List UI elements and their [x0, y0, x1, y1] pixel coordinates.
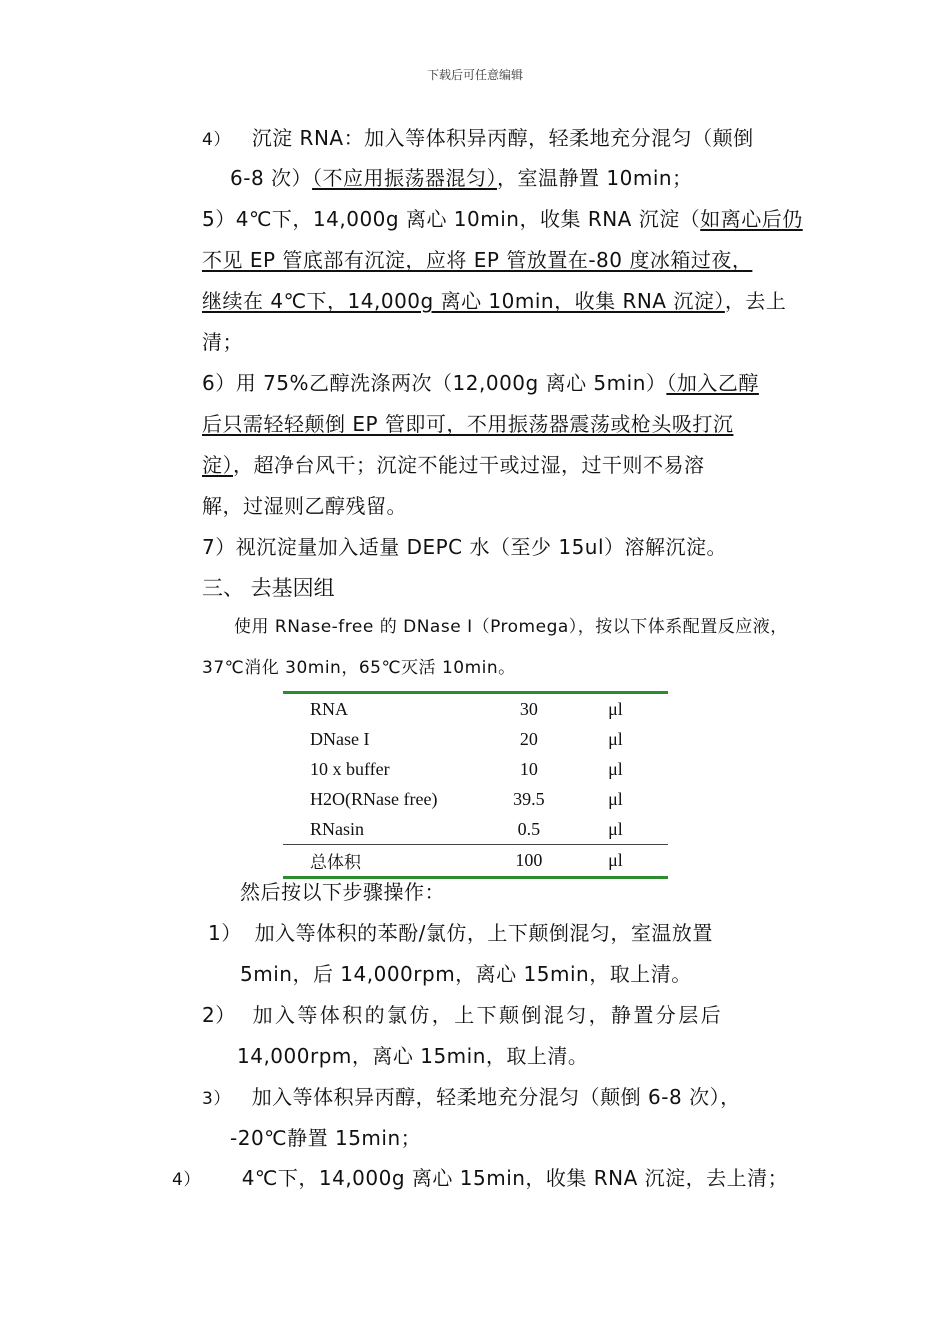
proc2-number: 2） [202, 1003, 236, 1027]
step5-note-2: 不见 EP 管底部有沉淀，应将 EP 管放置在-80 度冰箱过夜， [202, 248, 753, 272]
step6-note-2: 后只需轻轻颠倒 EP 管即可，不用振荡器震荡或枪头吸打沉 [202, 412, 734, 436]
reagent-volume: 30 [495, 693, 563, 725]
step5-text-2: ，去上 [724, 289, 787, 313]
proc3-number: 3） [202, 1089, 231, 1109]
table-row [283, 724, 668, 754]
step5-line2 [202, 248, 752, 272]
proc1-line1 [208, 921, 713, 945]
step4-text-3: ，室温静置 10min； [497, 166, 693, 190]
reagent-unit: μl [608, 758, 623, 779]
proc2-line2: 14,000rpm，离心 15min，取上清。 [237, 1044, 589, 1068]
step4-line2 [230, 166, 693, 190]
total-unit: μl [563, 845, 668, 878]
step4-line1 [202, 126, 754, 152]
step5-note-3: 继续在 4℃下，14,000g 离心 10min，收集 RNA 沉淀） [202, 289, 725, 313]
table-row [283, 693, 668, 725]
page-header: 下载后可任意编辑 [426, 68, 523, 82]
intro-line1: 使用 RNase-free 的 DNase Ⅰ（Promega），按以下体系配置反应液， [234, 617, 788, 637]
step5-line3 [202, 289, 786, 313]
reagent-volume: 10 [519, 758, 538, 779]
section-title: 三、 去基因组 [202, 576, 335, 600]
step5-line1 [202, 207, 803, 231]
step4-text-1: 沉淀 RNA：加入等体积异丙醇，轻柔地充分混匀（颠倒 [251, 126, 754, 150]
step6-note-1: （加入乙醇 [666, 371, 759, 395]
total-label: 总体积 [283, 845, 495, 878]
proc2-text-1: 加入等体积的氯仿，上下颠倒混匀，静置分层后 [252, 1003, 723, 1027]
step5-line4: 清； [202, 330, 243, 354]
reagent-unit: μl [608, 818, 623, 839]
intro-line2: 37℃消化 30min，65℃灭活 10min。 [202, 658, 516, 678]
step6-line2 [202, 412, 733, 436]
proc1-number: 1） [208, 921, 242, 945]
table-total-row [283, 845, 668, 878]
proc1-line2: 5min，后 14,000rpm，离心 15min，取上清。 [240, 962, 692, 986]
reagent-volume: 20 [519, 728, 538, 749]
reagent-name: 10 x buffer [310, 758, 390, 779]
reagent-unit: μl [608, 728, 623, 749]
reagent-volume: 39.5 [513, 788, 545, 809]
proc3-text-1: 加入等体积异丙醇，轻柔地充分混匀（颠倒 6-8 次）， [251, 1085, 741, 1109]
step5-note-1: 如离心后仍 [700, 207, 803, 231]
proc4-text: 4℃下，14,000g 离心 15min，收集 RNA 沉淀，去上清； [241, 1166, 789, 1190]
step6-note-3: 淀） [202, 453, 233, 477]
reagent-unit: μl [563, 693, 668, 725]
reagent-unit: μl [608, 788, 623, 809]
step6-text-2: ，超净台风干；沉淀不能过干或过湿，过干则不易溶 [233, 453, 705, 477]
reagent-name: H2O(RNase free) [310, 788, 438, 809]
table-row [283, 814, 668, 845]
step6-line1 [202, 371, 759, 395]
step4-text-2: 6-8 次） [230, 166, 313, 190]
step4-note-underlined: （不应用振荡器混匀） [312, 166, 498, 190]
proc1-text-1: 加入等体积的苯酚/氯仿，上下颠倒混匀，室温放置 [254, 921, 713, 945]
step5-text-1: 5）4℃下，14,000g 离心 10min，收集 RNA 沉淀（ [202, 207, 701, 231]
table-row [283, 784, 668, 814]
proc3-line2: -20℃静置 15min； [230, 1126, 422, 1150]
step6-text-1: 6）用 75%乙醇洗涤两次（12,000g 离心 5min） [202, 371, 667, 395]
after-table-text: 然后按以下步骤操作： [240, 880, 445, 904]
table-row [283, 754, 668, 784]
reagent-name: RNA [283, 693, 495, 725]
total-volume: 100 [495, 845, 563, 878]
reagent-volume: 0.5 [517, 818, 541, 839]
proc4-number: 4） [172, 1170, 201, 1190]
proc3-line1 [202, 1085, 741, 1111]
step7-line: 7）视沉淀量加入适量 DEPC 水（至少 15ul）溶解沉淀。 [202, 535, 728, 559]
reagent-name: DNase I [310, 728, 370, 749]
step6-line3 [202, 453, 705, 477]
reagent-table [283, 691, 668, 879]
proc2-line1 [202, 1003, 723, 1027]
proc4-line [172, 1166, 788, 1192]
step4-number: 4） [202, 130, 231, 150]
step6-line4: 解，过湿则乙醇残留。 [202, 494, 407, 518]
reagent-name: RNasin [310, 818, 364, 839]
